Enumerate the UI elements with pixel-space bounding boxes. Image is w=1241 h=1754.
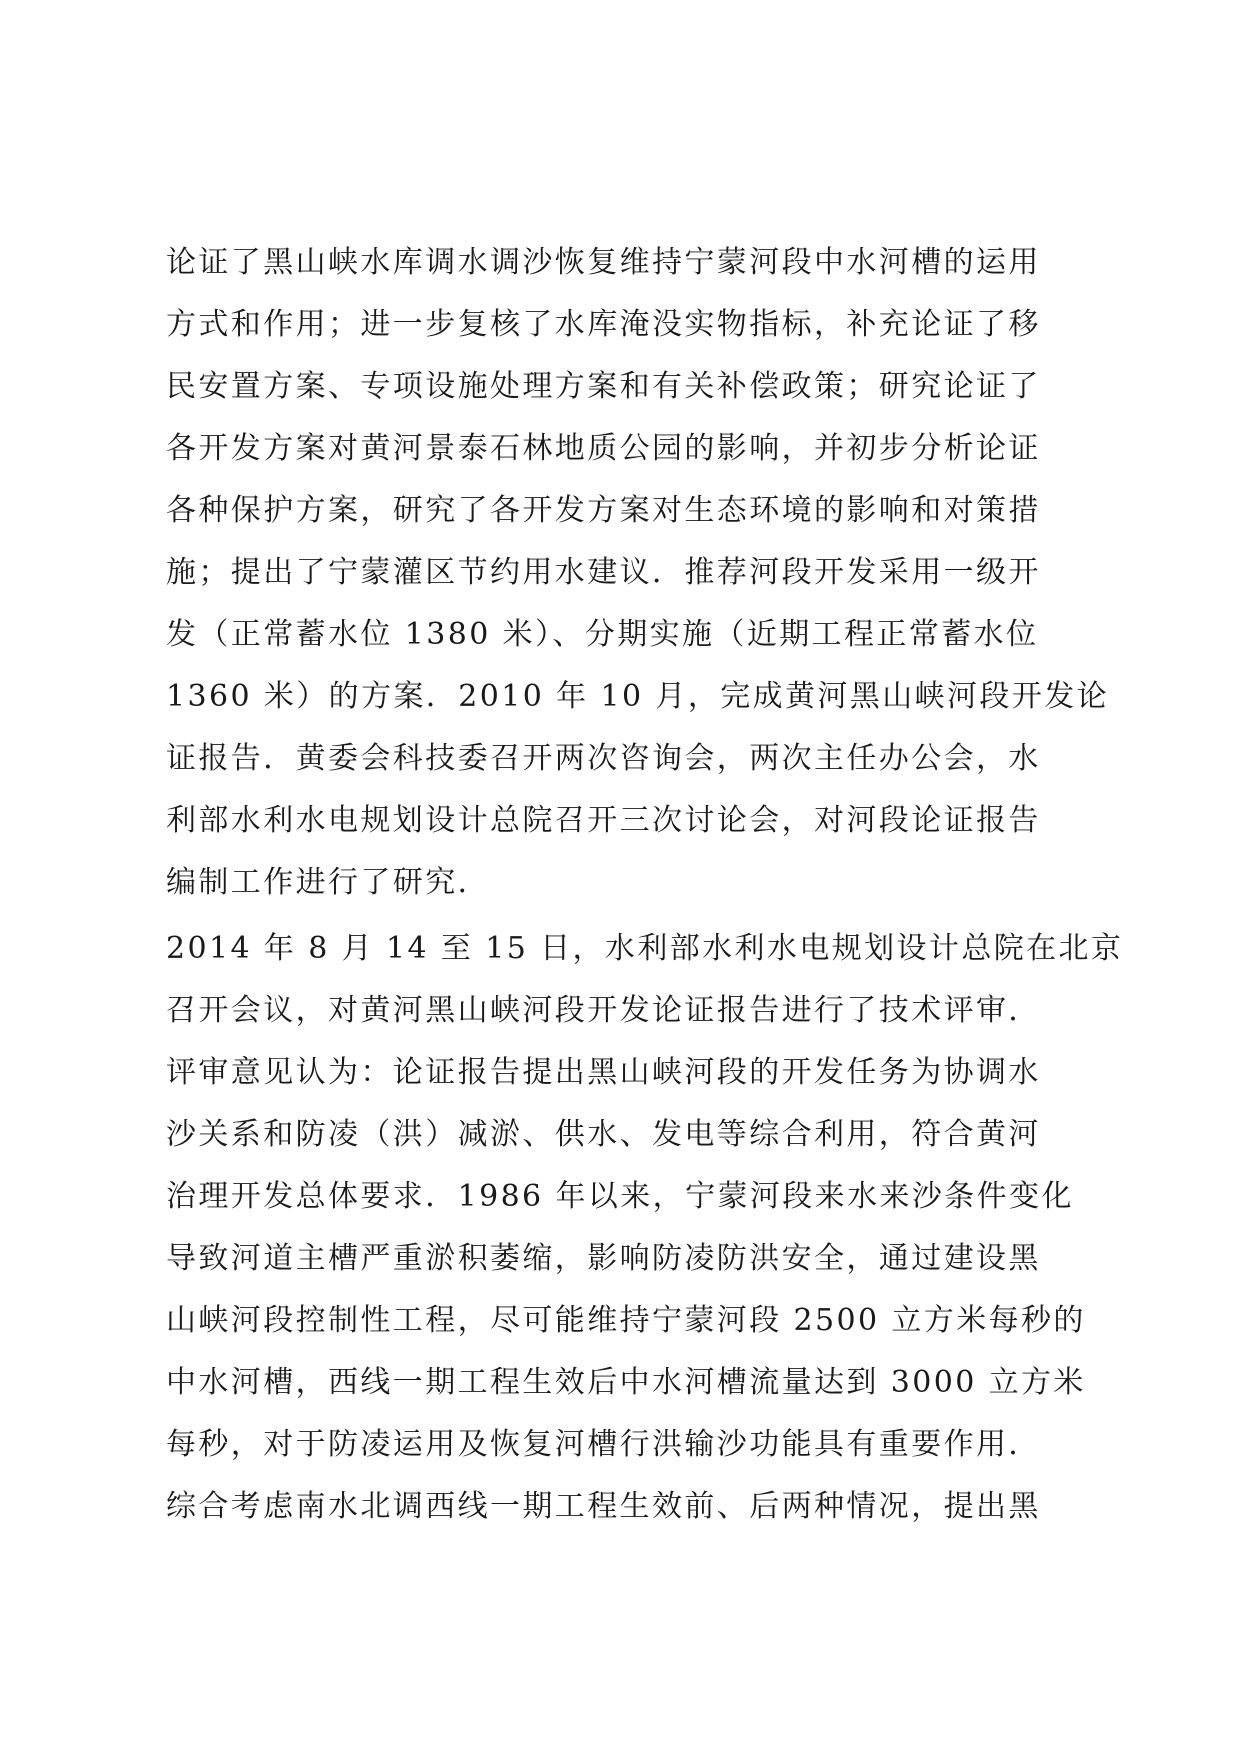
text-line: 治理开发总体要求．1986 年以来，宁蒙河段来水来沙条件变化: [166, 1179, 1074, 1214]
text-line: 中水河槽，西线一期工程生效后中水河槽流量达到 3000 立方米: [166, 1365, 1086, 1400]
text-line: 各种保护方案，研究了各开发方案对生态环境的影响和对策措: [166, 493, 1041, 528]
text-line: 山峡河段控制性工程，尽可能维持宁蒙河段 2500 立方米每秒的: [166, 1303, 1086, 1338]
text-line: 每秒，对于防凌运用及恢复河槽行洪输沙功能具有重要作用．: [166, 1427, 1041, 1462]
text-line: 证报告．黄委会科技委召开两次咨询会，两次主任办公会，水: [166, 741, 1041, 776]
text-line: 沙关系和防凌（洪）减淤、供水、发电等综合利用，符合黄河: [166, 1117, 1041, 1152]
text-line: 施；提出了宁蒙灌区节约用水建议．推荐河段开发采用一级开: [166, 555, 1041, 590]
paragraph-1: [166, 232, 1110, 914]
text-line: 编制工作进行了研究．: [166, 865, 490, 900]
text-line: 评审意见认为：论证报告提出黑山峡河段的开发任务为协调水: [166, 1055, 1041, 1090]
text-line: 利部水利水电规划设计总院召开三次讨论会，对河段论证报告: [166, 803, 1041, 838]
text-line: 论证了黑山峡水库调水调沙恢复维持宁蒙河段中水河槽的运用: [166, 245, 1041, 280]
text-line: 1360 米）的方案．2010 年 10 月，完成黄河黑山峡河段开发论: [166, 679, 1110, 714]
text-line: 召开会议，对黄河黑山峡河段开发论证报告进行了技术评审．: [166, 993, 1041, 1028]
text-line: 2014 年 8 月 14 至 15 日，水利部水利水电规划设计总院在北京: [166, 931, 1124, 966]
text-line: 发（正常蓄水位 1380 米）、分期实施（近期工程正常蓄水位: [166, 617, 1039, 652]
text-line: 导致河道主槽严重淤积萎缩，影响防凌防洪安全，通过建设黑: [166, 1241, 1041, 1276]
text-line: 综合考虑南水北调西线一期工程生效前、后两种情况，提出黑: [166, 1489, 1041, 1524]
text-line: 各开发方案对黄河景泰石林地质公园的影响，并初步分析论证: [166, 431, 1041, 466]
text-line: 民安置方案、专项设施处理方案和有关补偿政策；研究论证了: [166, 369, 1041, 404]
paragraph-2: [166, 918, 1124, 1538]
text-line: 方式和作用；进一步复核了水库淹没实物指标，补充论证了移: [166, 307, 1041, 342]
